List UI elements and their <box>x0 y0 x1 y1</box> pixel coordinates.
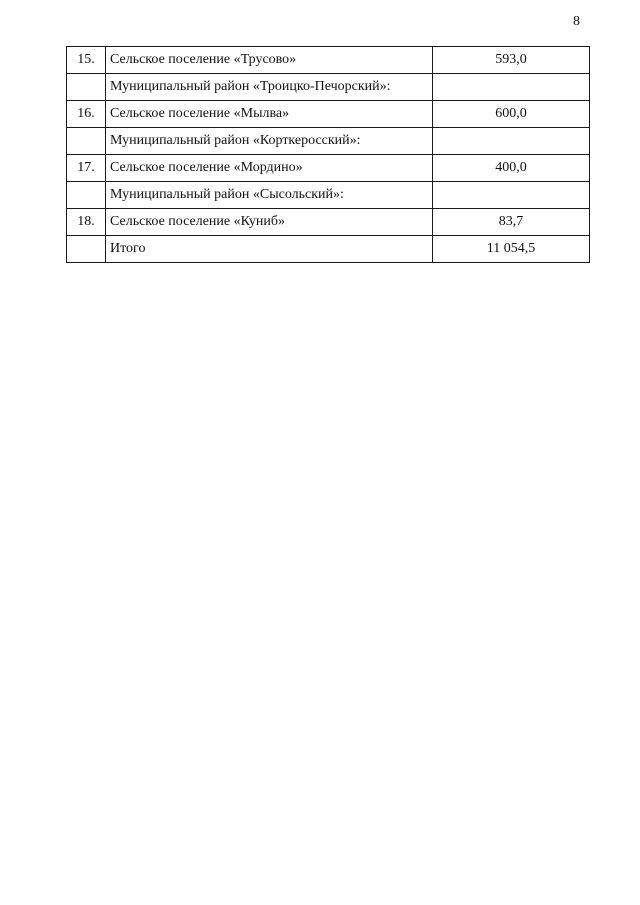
row-number <box>67 74 106 101</box>
row-name: Муниципальный район «Троицко-Печорский»: <box>106 74 433 101</box>
table-row <box>67 47 590 74</box>
row-value: 600,0 <box>433 101 590 128</box>
row-number: 18. <box>67 209 106 236</box>
allocation-table <box>66 46 590 263</box>
table-row <box>67 182 590 209</box>
row-number <box>67 128 106 155</box>
table-row <box>67 155 590 182</box>
row-name: Сельское поселение «Мылва» <box>106 101 433 128</box>
row-name: Муниципальный район «Корткеросский»: <box>106 128 433 155</box>
table-row <box>67 74 590 101</box>
page-number: 8 <box>573 14 580 29</box>
row-value: 83,7 <box>433 209 590 236</box>
row-value <box>433 74 590 101</box>
row-number <box>67 182 106 209</box>
row-number <box>67 236 106 263</box>
row-value <box>433 128 590 155</box>
total-value: 11 054,5 <box>433 236 590 263</box>
row-name: Сельское поселение «Трусово» <box>106 47 433 74</box>
row-name: Сельское поселение «Мордино» <box>106 155 433 182</box>
row-value <box>433 182 590 209</box>
row-number: 15. <box>67 47 106 74</box>
row-value: 593,0 <box>433 47 590 74</box>
table-row <box>67 128 590 155</box>
row-name: Муниципальный район «Сысольский»: <box>106 182 433 209</box>
row-number: 17. <box>67 155 106 182</box>
total-label: Итого <box>106 236 433 263</box>
row-number: 16. <box>67 101 106 128</box>
table-row <box>67 101 590 128</box>
row-value: 400,0 <box>433 155 590 182</box>
table-row <box>67 209 590 236</box>
row-name: Сельское поселение «Куниб» <box>106 209 433 236</box>
table-row-total <box>67 236 590 263</box>
